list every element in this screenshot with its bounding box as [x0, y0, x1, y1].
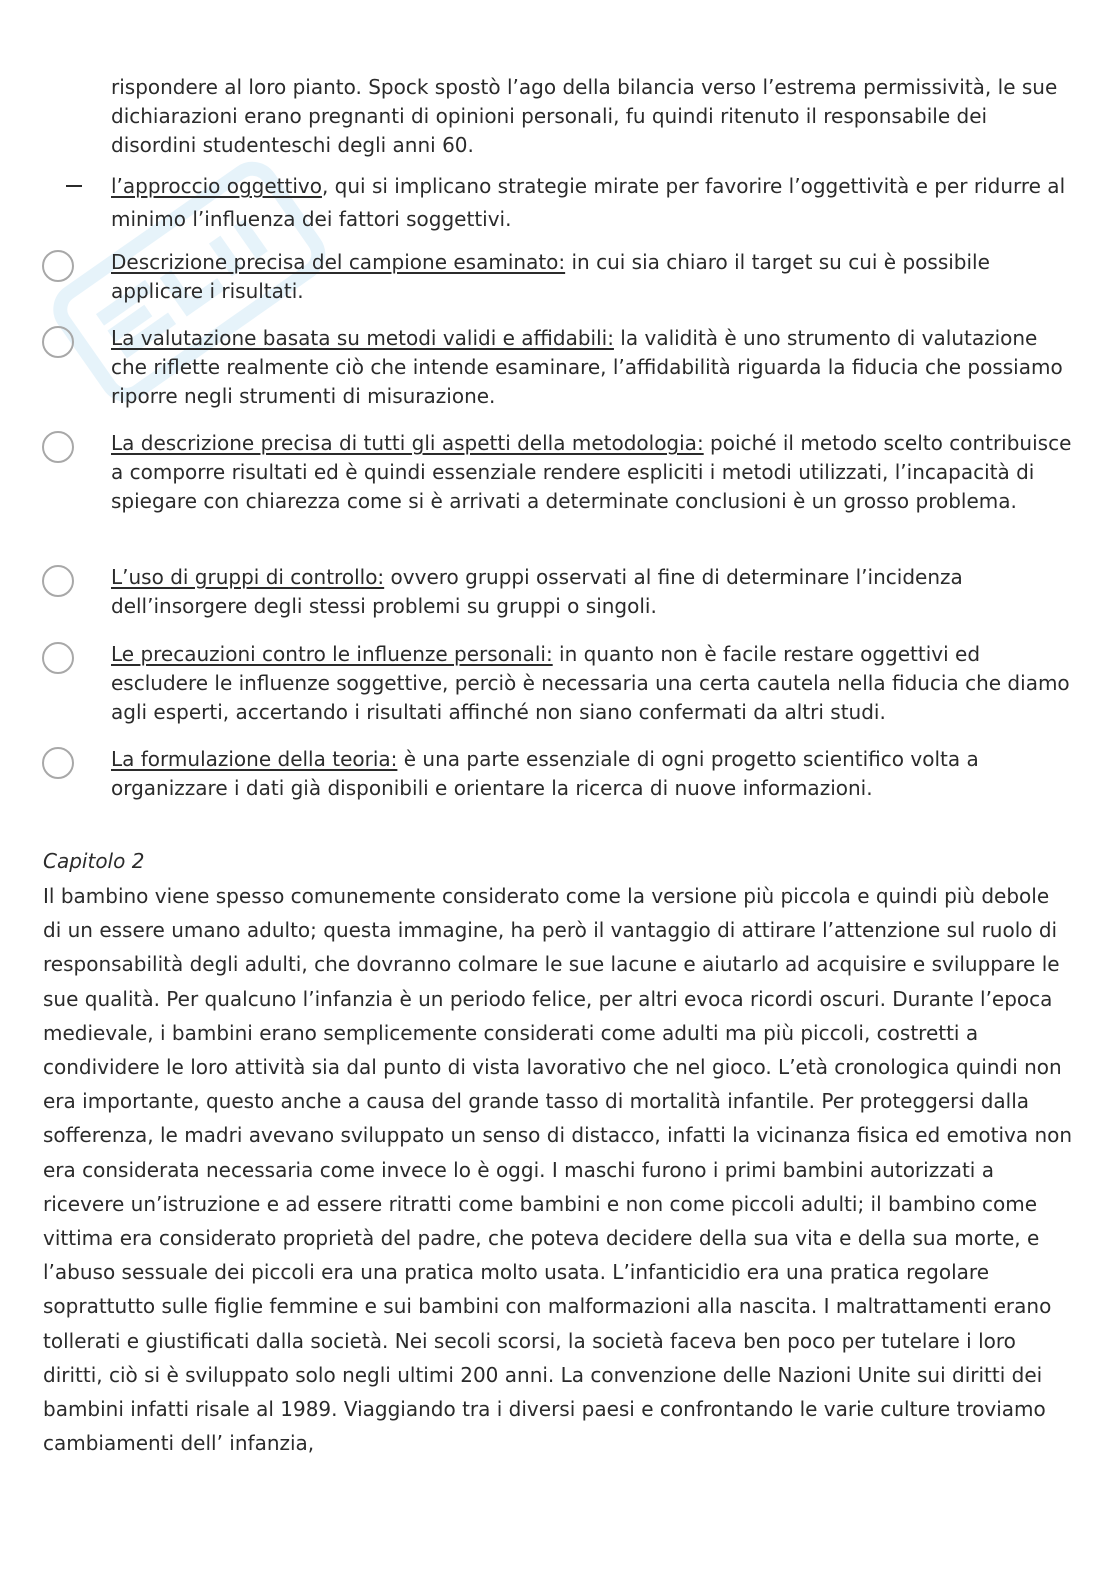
checklist-item-text: [111, 248, 1076, 306]
checkbox-circle-icon[interactable]: [42, 326, 74, 358]
checklist-item-desc: in cui sia chiaro il target su cui è possibile applicare i risultati.: [111, 250, 990, 303]
checklist-item-term: Le precauzioni contro le influenze personali:: [111, 642, 553, 666]
checklist-item-desc: è una parte essenziale di ogni progetto scientifico volta a organizzare i dati già disponibili e orientare la ricerca di nuove informazioni.: [111, 747, 979, 800]
checklist-item-desc: poiché il metodo scelto contribuisce a comporre risultati ed è quindi essenziale rendere espliciti i metodi utilizzati, l’incapacità di spiegare con chiarezza come si è arrivati a determinate conclusioni è un grosso problema.: [111, 431, 1072, 513]
dash-bullet-icon: [66, 185, 82, 187]
chapter-body-paragraph: Il bambino viene spesso comunemente considerato come la versione più piccola e quindi più debole di un essere umano adulto; questa immagine, ha però il vantaggio di attirare l’attenzione sul ruolo di responsabilità degli adulti, che dovranno colmare le sue lacune e aiutarlo ad acquisire e sviluppare le sue qualità. Per qualcuno l’infanzia è un periodo felice, per altri evoca ricordi oscuri. Durante l’epoca medievale, i bambini erano semplicemente considerati come adulti ma più piccoli, costretti a condividere le loro attività sia dal punto di vista lavorativo che nel gioco. L’età cronologica quindi non era importante, questo anche a causa del grande tasso di mortalità infantile. Per proteggersi dalla sofferenza, le madri avevano sviluppato un senso di distacco, infatti la vicinanza fisica ed emotiva non era considerata necessaria come invece lo è oggi. I maschi furono i primi bambini autorizzati a ricevere un’istruzione e ad essere ritratti come bambini e non come piccoli adulti; il bambino come vittima era considerato proprietà del padre, che poteva decidere della sua vita e della sua morte, e l’abuso sessuale dei piccoli era una pratica molto usata. L’infanticidio era una pratica regolare soprattutto sulle figlie femmine e sui bambini con malformazioni alla nascita. I maltrattamenti erano tollerati e giustificati dalla società. Nei secoli scorsi, la società faceva ben poco per tutelare i loro diritti, ciò si è sviluppato solo negli ultimi 200 anni. La convenzione delle Nazioni Unite sui diritti dei bambini infatti risale al 1989. Viaggiando tra i diversi paesi e confrontando le varie culture troviamo cambiamenti dell’ infanzia,: [43, 884, 1073, 1456]
checkbox-circle-icon[interactable]: [42, 747, 74, 779]
continuation-paragraph: rispondere al loro pianto. Spock spostò l’ago della bilancia verso l’estrema permissività, le sue dichiarazioni erano pregnanti di opinioni personali, fu quindi ritenuto il responsabile dei disordini studenteschi degli anni 60.: [111, 75, 1058, 157]
checklist-item-term: Descrizione precisa del campione esaminato:: [111, 250, 566, 274]
dash-item-text: [111, 170, 1076, 236]
checklist-item-text: [111, 429, 1076, 516]
checkbox-circle-icon[interactable]: [42, 431, 74, 463]
checklist-item-term: L’uso di gruppi di controllo:: [111, 565, 385, 589]
checklist-item-desc: la validità è uno strumento di valutazione che riflette realmente ciò che intende esaminare, l’affidabilità riguarda la fiducia che possiamo riporre negli strumenti di misurazione.: [111, 326, 1063, 408]
checklist-item-text: [111, 563, 1076, 621]
checklist-item-desc: ovvero gruppi osservati al fine di determinare l’incidenza dell’insorgere degli stessi problemi su gruppi o singoli.: [111, 565, 963, 618]
checklist-item-desc: in quanto non è facile restare oggettivi ed escludere le influenze soggettive, perciò è necessaria una certa cautela nella fiducia che diamo agli esperti, accertando i risultati affinché non siano confermati da altri studi.: [111, 642, 1070, 724]
checklist-item-text: [111, 640, 1076, 727]
checklist-item-term: La descrizione precisa di tutti gli aspetti della metodologia:: [111, 431, 704, 455]
checklist-item-text: [111, 324, 1076, 411]
chapter-heading: Capitolo 2: [43, 849, 145, 873]
checklist-item-term: La valutazione basata su metodi validi e affidabili:: [111, 326, 614, 350]
checkbox-circle-icon[interactable]: [42, 565, 74, 597]
checklist-item-text: [111, 745, 1076, 803]
dash-item-desc: , qui si implicano strategie mirate per favorire l’oggettività e per ridurre al minimo l’influenza dei fattori soggettivi.: [111, 174, 1066, 231]
checkbox-circle-icon[interactable]: [42, 250, 74, 282]
dash-item-term: l’approccio oggettivo: [111, 174, 322, 198]
checklist-item-term: La formulazione della teoria:: [111, 747, 398, 771]
checkbox-circle-icon[interactable]: [42, 642, 74, 674]
